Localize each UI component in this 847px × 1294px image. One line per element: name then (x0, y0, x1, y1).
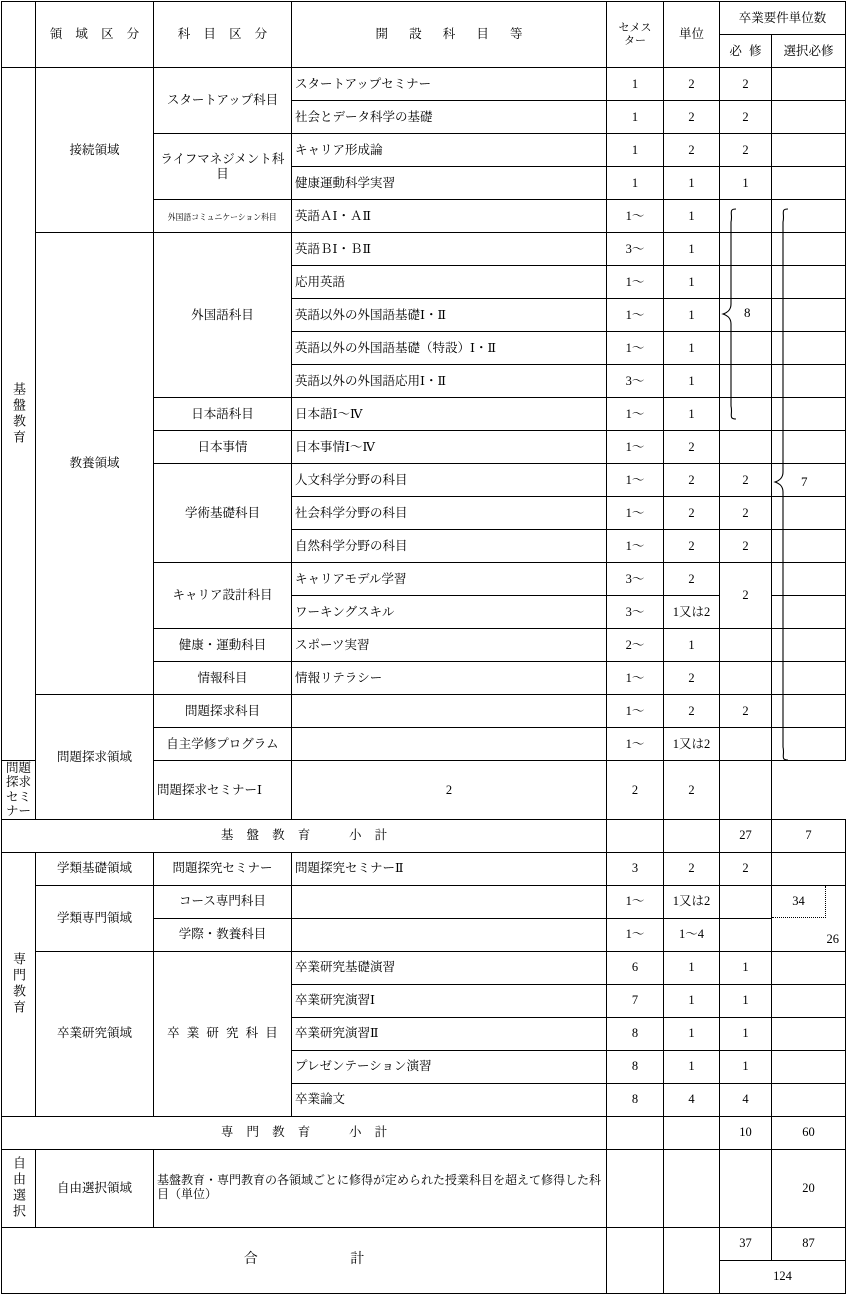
elective-major-combined (772, 885, 846, 951)
course-semester: 1〜 (607, 918, 664, 951)
course-required (720, 662, 772, 695)
course-required (720, 266, 772, 299)
header-area: 領 域 区 分 (36, 2, 154, 68)
course-required: 2 (720, 563, 772, 629)
course-credit: 2 (664, 134, 720, 167)
grand-total-required: 37 (720, 1227, 772, 1260)
free-choice-row (2, 1149, 846, 1227)
course-semester: 1〜 (607, 431, 664, 464)
course-required: 1 (720, 1017, 772, 1050)
course-elective (772, 233, 846, 266)
course-credit: 1 (664, 629, 720, 662)
course-name: 卒業論文 (292, 1083, 607, 1116)
course-required: 4 (720, 1083, 772, 1116)
section-label-specialized-text: 専門教育 (11, 952, 26, 1016)
course-credit: 1又は2 (664, 885, 720, 918)
course-semester: 1 (607, 101, 664, 134)
course-elective (772, 1017, 846, 1050)
course-semester: 7 (607, 984, 664, 1017)
course-name: 卒業研究演習Ⅱ (292, 1017, 607, 1050)
course-semester: 1〜 (607, 299, 664, 332)
area-connection: 接続領域 (36, 68, 154, 233)
course-elective (772, 68, 846, 101)
grand-total-semester (607, 1227, 664, 1293)
table-row (2, 68, 846, 101)
section-label-specialized (2, 852, 36, 1116)
curriculum-table-page (0, 1, 847, 1284)
header-required: 必 修 (720, 35, 772, 68)
course-required: 1 (720, 1050, 772, 1083)
course-credit: 2 (664, 695, 720, 728)
course-semester: 3〜 (607, 233, 664, 266)
subtotal-foundation-credit (664, 819, 720, 852)
course-semester: 1〜 (607, 464, 664, 497)
table-row (2, 695, 846, 728)
course-name: キャリアモデル学習 (292, 563, 607, 596)
table-row (2, 951, 846, 984)
course-required (720, 332, 772, 365)
course-credit: 1〜4 (664, 918, 720, 951)
course-credit: 2 (664, 464, 720, 497)
course-credit: 2 (664, 530, 720, 563)
header-spacer (2, 2, 36, 68)
subtotal-foundation-elective: 7 (772, 819, 846, 852)
free-choice-semester (607, 1149, 664, 1227)
course-semester: 1〜 (607, 332, 664, 365)
course-name: 応用英語 (292, 266, 607, 299)
course-name: スタートアップセミナー (292, 68, 607, 101)
section-label-foundation-text: 基盤教育 (11, 382, 26, 446)
course-credit: 1 (664, 332, 720, 365)
course-required: 2 (720, 852, 772, 885)
header-credits: 単位 (664, 2, 720, 68)
course-semester: 1〜 (607, 200, 664, 233)
free-choice-required (720, 1149, 772, 1227)
category-information: 情報科目 (154, 662, 292, 695)
category-course-major: コース専門科目 (154, 885, 292, 918)
category-japan-affairs: 日本事情 (154, 431, 292, 464)
course-credit: 1 (664, 233, 720, 266)
category-inquiry-seminar: 問題探求セミナー (2, 761, 36, 820)
section-label-free-text: 自由選択 (11, 1156, 26, 1220)
course-credit: 2 (664, 852, 720, 885)
course-elective (772, 299, 846, 332)
course-required: 2 (720, 134, 772, 167)
curriculum-table (1, 1, 846, 1294)
category-japanese: 日本語科目 (154, 398, 292, 431)
course-elective (720, 761, 772, 820)
course-semester: 1〜 (607, 497, 664, 530)
course-credit: 1 (664, 266, 720, 299)
grand-total-elective: 87 (772, 1227, 846, 1260)
elective-major-subbox (772, 886, 845, 951)
course-name (292, 695, 607, 728)
course-semester: 8 (607, 1083, 664, 1116)
section-label-foundation (2, 68, 36, 761)
course-credit: 1 (664, 299, 720, 332)
course-semester: 1 (607, 134, 664, 167)
course-elective (772, 1083, 846, 1116)
course-credit: 2 (664, 68, 720, 101)
category-self-study: 自主学修プログラム (154, 728, 292, 761)
course-semester: 1〜 (607, 728, 664, 761)
course-credit: 2 (607, 761, 664, 820)
header-elective-required: 選択必修 (772, 35, 846, 68)
course-name: スポーツ実習 (292, 629, 607, 662)
course-required: 2 (720, 101, 772, 134)
header-courses: 開 設 科 目 等 (292, 2, 607, 68)
course-elective (772, 431, 846, 464)
course-required (720, 885, 772, 918)
subtotal-specialized-semester (607, 1116, 664, 1149)
course-elective (772, 464, 846, 497)
course-name: 卒業研究演習Ⅰ (292, 984, 607, 1017)
course-elective (772, 134, 846, 167)
course-required: 1 (720, 167, 772, 200)
course-elective (772, 530, 846, 563)
course-name: 自然科学分野の科目 (292, 530, 607, 563)
course-credit: 1 (664, 398, 720, 431)
subtotal-foundation-label: 基 盤 教 育 小 計 (2, 819, 607, 852)
subtotal-foundation-semester (607, 819, 664, 852)
course-elective (772, 563, 846, 596)
course-name: 英語以外の外国語基礎（特設）Ⅰ・Ⅱ (292, 332, 607, 365)
category-foreign-language: 外国語科目 (154, 233, 292, 398)
course-elective (772, 596, 846, 629)
course-credit: 1 (664, 1050, 720, 1083)
elective-major-26: 26 (826, 932, 840, 947)
course-credit: 1 (664, 1017, 720, 1050)
course-semester: 1〜 (607, 662, 664, 695)
area-liberal-arts: 教養領域 (36, 233, 154, 695)
course-credit: 1 (664, 984, 720, 1017)
course-required (720, 398, 772, 431)
course-credit: 1 (664, 365, 720, 398)
subtotal-row-specialized (2, 1116, 846, 1149)
course-elective (772, 167, 846, 200)
elective-major-34: 34 (772, 886, 826, 918)
brace-liberal-arts-value: 7 (801, 474, 808, 489)
brace-foreign-language-value: 8 (744, 305, 751, 320)
course-semester: 1〜 (607, 530, 664, 563)
course-credit: 1 (664, 951, 720, 984)
course-name: 英語ＡⅠ・ＡⅡ (292, 200, 607, 233)
course-required: 2 (720, 695, 772, 728)
course-name: 社会とデータ科学の基礎 (292, 101, 607, 134)
course-name: ワーキングスキル (292, 596, 607, 629)
category-foreign-communication-text: 外国語コミュニケーション科目 (167, 211, 278, 222)
course-required (720, 918, 772, 951)
grand-total-label: 合 計 (2, 1227, 607, 1293)
course-semester: 3〜 (607, 596, 664, 629)
course-elective (772, 984, 846, 1017)
course-semester: 2〜 (607, 629, 664, 662)
course-name: 社会科学分野の科目 (292, 497, 607, 530)
category-inquiry-seminar-2: 問題探究セミナー (154, 852, 292, 885)
course-semester: 3〜 (607, 365, 664, 398)
course-semester: 1 (607, 68, 664, 101)
course-elective (772, 728, 846, 761)
subtotal-specialized-elective: 60 (772, 1116, 846, 1149)
course-required (720, 365, 772, 398)
category-interdisciplinary: 学際・教養科目 (154, 918, 292, 951)
course-elective (772, 398, 846, 431)
course-name: 卒業研究基礎演習 (292, 951, 607, 984)
header-semester (607, 2, 664, 68)
course-required (720, 629, 772, 662)
header-semester-line2: ター (624, 34, 646, 47)
course-credit: 2 (664, 431, 720, 464)
course-semester: 1〜 (607, 695, 664, 728)
area-free-choice: 自由選択領域 (36, 1149, 154, 1227)
subtotal-specialized-credit (664, 1116, 720, 1149)
course-name: 日本事情Ⅰ〜Ⅳ (292, 431, 607, 464)
free-choice-credit (664, 1149, 720, 1227)
course-required: 1 (720, 951, 772, 984)
course-semester: 1〜 (607, 266, 664, 299)
area-thesis: 卒業研究領域 (36, 951, 154, 1116)
course-credit: 2 (664, 563, 720, 596)
header-graduation-credits: 卒業要件単位数 (720, 2, 846, 35)
free-choice-elective: 20 (772, 1149, 846, 1227)
course-semester: 3〜 (607, 563, 664, 596)
subtotal-row-foundation (2, 819, 846, 852)
course-required (720, 431, 772, 464)
header-semester-line1: セメス (618, 21, 652, 34)
category-life-management: ライフマネジメント科目 (154, 134, 292, 200)
table-header-row (2, 2, 846, 35)
grand-total-row (2, 1227, 846, 1260)
course-elective (772, 852, 846, 885)
course-name: 問題探究セミナーⅡ (292, 852, 607, 885)
course-elective (772, 951, 846, 984)
category-foreign-communication (154, 200, 292, 233)
category-career-design: キャリア設計科目 (154, 563, 292, 629)
course-required: 2 (720, 464, 772, 497)
category-thesis-subject: 卒 業 研 究 科 目 (154, 951, 292, 1116)
course-semester: 6 (607, 951, 664, 984)
course-name (292, 918, 607, 951)
course-elective (772, 365, 846, 398)
course-semester: 2 (292, 761, 607, 820)
course-elective (772, 629, 846, 662)
subtotal-foundation-required: 27 (720, 819, 772, 852)
course-semester: 1〜 (607, 885, 664, 918)
course-name: 健康運動科学実習 (292, 167, 607, 200)
course-semester: 1 (607, 167, 664, 200)
course-name: プレゼンテーション演習 (292, 1050, 607, 1083)
course-required: 2 (664, 761, 720, 820)
course-elective (772, 1050, 846, 1083)
course-name: 日本語Ⅰ〜Ⅳ (292, 398, 607, 431)
course-name: 人文科学分野の科目 (292, 464, 607, 497)
table-row (2, 852, 846, 885)
grand-total-credit (664, 1227, 720, 1293)
course-elective (772, 695, 846, 728)
course-elective (772, 266, 846, 299)
course-required (720, 200, 772, 233)
course-credit: 1 (664, 200, 720, 233)
category-startup: スタートアップ科目 (154, 68, 292, 134)
table-row (2, 885, 846, 918)
course-name: 問題探求セミナーⅠ (154, 761, 292, 820)
course-credit: 1又は2 (664, 728, 720, 761)
course-semester: 3 (607, 852, 664, 885)
course-name: 英語以外の外国語応用Ⅰ・Ⅱ (292, 365, 607, 398)
course-name: 英語ＢⅠ・ＢⅡ (292, 233, 607, 266)
course-name: キャリア形成論 (292, 134, 607, 167)
course-semester: 8 (607, 1017, 664, 1050)
course-elective (772, 332, 846, 365)
table-row (2, 233, 846, 266)
course-credit: 1 (664, 167, 720, 200)
course-credit: 2 (664, 662, 720, 695)
area-inquiry: 問題探求領域 (36, 695, 154, 820)
category-health-sports: 健康・運動科目 (154, 629, 292, 662)
course-required: 2 (720, 530, 772, 563)
area-dept-basic: 学類基礎領域 (36, 852, 154, 885)
course-required: 2 (720, 497, 772, 530)
category-inquiry-subject: 問題探求科目 (154, 695, 292, 728)
course-elective (772, 200, 846, 233)
course-name: 情報リテラシー (292, 662, 607, 695)
course-credit: 2 (664, 101, 720, 134)
course-credit: 1又は2 (664, 596, 720, 629)
subtotal-specialized-required: 10 (720, 1116, 772, 1149)
course-elective (772, 497, 846, 530)
header-category: 科 目 区 分 (154, 2, 292, 68)
course-credit: 2 (664, 497, 720, 530)
course-required (720, 728, 772, 761)
category-academic-basic: 学術基礎科目 (154, 464, 292, 563)
course-required: 1 (720, 984, 772, 1017)
course-required (720, 233, 772, 266)
course-name (292, 885, 607, 918)
course-name (292, 728, 607, 761)
free-choice-description: 基盤教育・専門教育の各領域ごとに修得が定められた授業科目を超えて修得した科目（単位） (154, 1149, 607, 1227)
course-credit: 4 (664, 1083, 720, 1116)
course-elective (772, 662, 846, 695)
grand-total-sum: 124 (720, 1260, 846, 1293)
subtotal-specialized-label: 専 門 教 育 小 計 (2, 1116, 607, 1149)
course-semester: 8 (607, 1050, 664, 1083)
course-elective (772, 101, 846, 134)
course-name: 英語以外の外国語基礎Ⅰ・Ⅱ (292, 299, 607, 332)
area-dept-major: 学類専門領域 (36, 885, 154, 951)
section-label-free (2, 1149, 36, 1227)
course-required: 2 (720, 68, 772, 101)
course-semester: 1〜 (607, 398, 664, 431)
